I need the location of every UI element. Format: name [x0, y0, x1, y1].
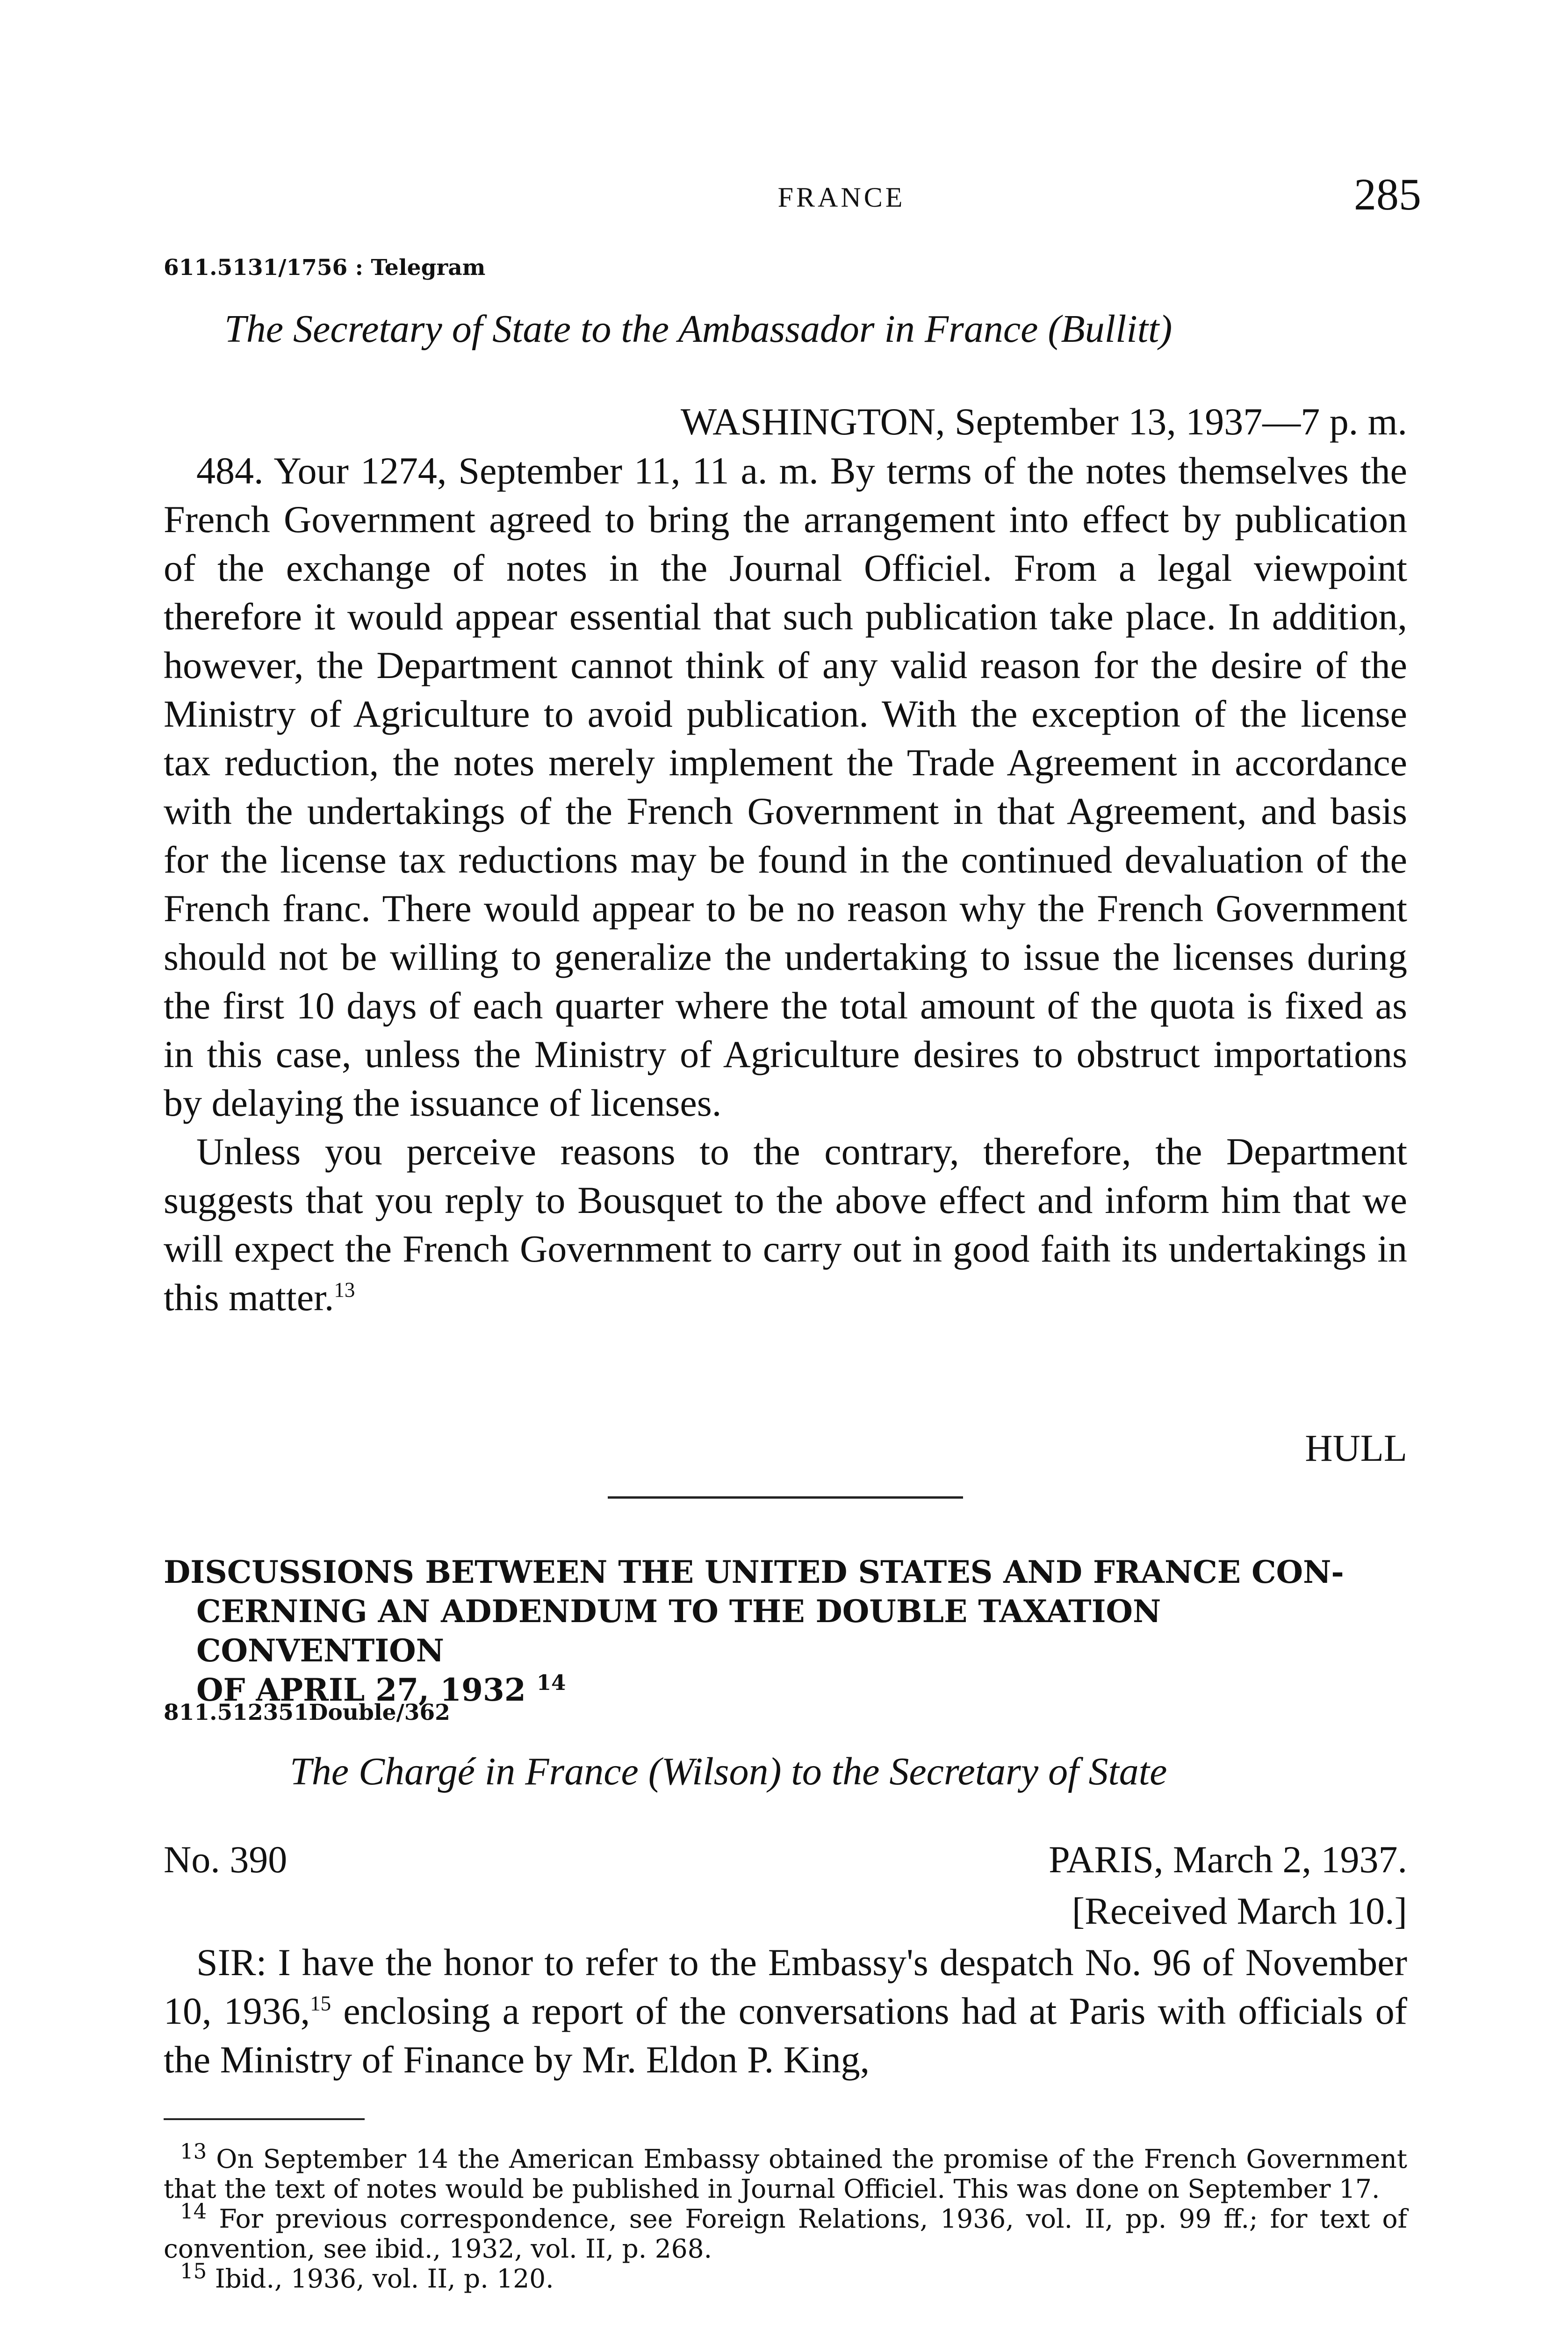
section-heading: [164, 1552, 1412, 1710]
telegram-paragraph-2: [164, 1127, 1407, 1322]
footnote-ref-15: 15: [310, 1992, 331, 2015]
despatch-number: No. 390: [164, 1838, 288, 1881]
footnote-ref-13: 13: [334, 1278, 355, 1302]
despatch-paragraph-1-b: enclosing a report of the conversations had at Paris with officials of the Ministry of Finance by Mr. Eldon P. King,: [164, 1990, 1407, 2081]
footnote-13-text: On September 14 the American Embassy obtained the promise of the French Government that the text of notes would be published in Journal Officiel. This was done on September 17.: [164, 2144, 1408, 2204]
footnotes: [164, 2139, 1408, 2294]
telegram-body: [164, 447, 1407, 1322]
document-title-2: The Chargé in France (Wilson) to the Secretary of State: [290, 1750, 1167, 1793]
received-date: [Received March 10.]: [1072, 1890, 1407, 1932]
signature: HULL: [1305, 1427, 1407, 1469]
dateline-1: WASHINGTON, September 13, 1937—7 p. m.: [680, 400, 1407, 443]
footnote-14-text: For previous correspondence, see Foreign Relations, 1936, vol. II, pp. 99 ff.; for text of convention, see ibid., 1932, vol. II, p. 268.: [164, 2204, 1407, 2264]
footnote-15: [164, 2259, 1407, 2294]
telegram-paragraph-2-text: Unless you perceive reasons to the contrary, therefore, the Department suggests that you reply to Bousquet to the above effect and inform him that we will expect the French Government to carry out in good faith its undertakings in this matter.: [164, 1130, 1407, 1319]
running-head: FRANCE: [777, 182, 906, 213]
footnote-ref-14: 14: [536, 1670, 566, 1695]
footnote-13: [164, 2139, 1408, 2204]
section-heading-line-2: CERNING AN ADDENDUM TO THE DOUBLE TAXATION CONVENTION: [196, 1593, 1161, 1669]
footnote-14-mark: 14: [180, 2199, 207, 2224]
footnote-13-mark: 13: [180, 2139, 207, 2164]
footnote-14: [164, 2199, 1407, 2264]
telegram-paragraph-1: 484. Your 1274, September 11, 11 a. m. By terms of the notes themselves the French Government agreed to bring the arrangement into effect by publication of the exchange of notes in the Journal Officiel. From a legal viewpoint therefore it would appear essential that such publication take place. In addition, however, the Department cannot think of any valid reason for the desire of the Ministry of Agriculture to avoid publication. With the exception of the license tax reduction, the notes merely implement the Trade Agreement in accordance with the undertakings of the French Government in that Agreement, and basis for the license tax reductions may be found in the continued devaluation of the French franc. There would appear to be no reason why the French Government should not be willing to generalize the undertaking to issue the licenses during the first 10 days of each quarter where the total amount of the quota is fixed as in this case, unless the Ministry of Agriculture desires to obstruct importations by delaying the issuance of licenses.: [164, 449, 1407, 1124]
despatch-paragraph-1: [164, 1938, 1407, 2084]
document-title-1: The Secretary of State to the Ambassador in France (Bullitt): [224, 307, 1172, 351]
section-heading-line-3: OF APRIL 27, 1932: [196, 1672, 526, 1708]
dateline-2: PARIS, March 2, 1937.: [1049, 1838, 1407, 1881]
footnote-rule: [164, 2118, 365, 2120]
file-reference-1: 611.5131/1756 : Telegram: [164, 255, 486, 281]
despatch-body: [164, 1938, 1407, 2084]
section-heading-line-1: DISCUSSIONS BETWEEN THE UNITED STATES AND FRANCE CON-: [164, 1554, 1344, 1590]
page-number: 285: [1354, 169, 1421, 219]
despatch-paragraph-1-a: SIR: I have the honor to refer to the Embassy's despatch No. 96 of November 10, 1936,: [164, 1941, 1407, 2032]
file-reference-2: 811.512351Double/362: [164, 1700, 450, 1725]
section-divider: [608, 1496, 963, 1499]
footnote-15-text: Ibid., 1936, vol. II, p. 120.: [215, 2264, 554, 2294]
footnote-15-mark: 15: [180, 2259, 207, 2284]
